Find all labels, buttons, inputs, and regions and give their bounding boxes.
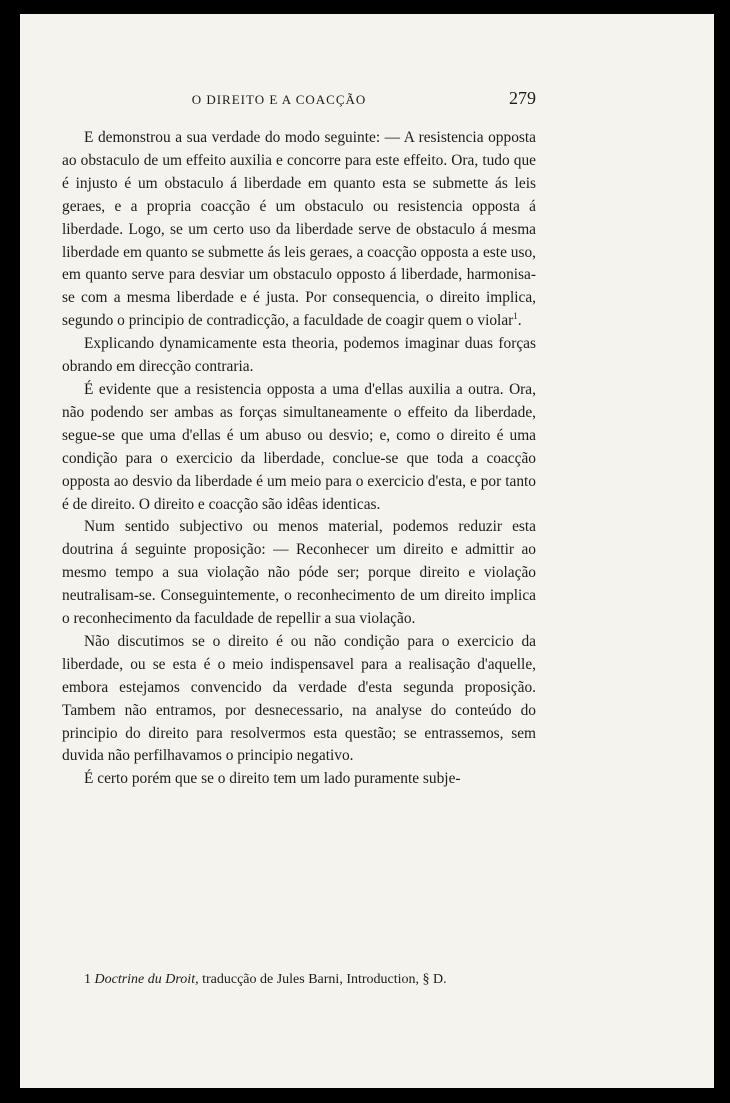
book-page [20,14,714,1088]
footnote-work-title: Doctrine du Droit, [94,972,199,987]
paragraph-end: . [517,312,522,330]
paragraph: Não discutimos se o direito é ou não condição para o exercicio da liberdade, ou se esta é o meio indispensavel para a realisação d'aquelle, embora estejamos convencido da verdade d'esta segunda proposição. Tambem não entramos, por desnecessario, na analyse do conteúdo do principio do direito para resolvermos esta questão; se entrassemos, sem duvida não perfilhavamos o principio negativo. [62,632,536,765]
paragraph: É evidente que a resistencia opposta a uma d'ellas auxilia a outra. Ora, não podendo ser ambas as forças simultaneamente o effeito da liberdade, segue-se que uma d'ellas é um abuso ou desvio; e, como o direito é uma condição para o exercicio da liberdade, conclue-se que toda a coacção opposta ao desvio da liberdade é um meio para o exercicio d'esta, e por tanto é de direito. O direito e coacção são idêas identicas. [62,380,536,513]
page-number: 279 [509,88,536,108]
paragraph [62,127,536,333]
footnote-reference: 1 [513,311,518,322]
paragraph-text: E demonstrou a sua verdade do modo seguinte: — A resistencia opposta ao obstaculo de um effeito auxilia e concorre para este effeito. Ora, tudo que é injusto é um obstaculo á liberdade em quanto esta se submette ás leis geraes, e a propria coacção é um obstaculo ou resistencia opposta á liberdade. Logo, se um certo uso da liberdade serve de obstaculo á mesma liberdade em quanto se submette ás leis geraes, a coacção opposta a este uso, em quanto serve para desviar um obstaculo opposto á liberdade, harmonisa-se com a mesma liberdade e é justa. Por consequencia, o direito implica, segundo o principio de contradicção, a faculdade de coagir quem o violar [62,129,536,330]
paragraph: Num sentido subjectivo ou menos material, podemos reduzir esta doutrina á seguinte proposição: — Reconhecer um direito e admittir ao mesmo tempo a sua violação não póde ser; porque direito e violação neutralisam-se. Conseguintemente, o reconhecimento de um direito implica o reconhecimento da faculdade de repellir a sua violação. [62,518,536,628]
main-text [62,127,536,791]
footnote-line [62,970,536,990]
paragraph: É certo porém que se o direito tem um lado puramente subje- [84,770,461,788]
footnote-text: traducção de Jules Barni, Introduction, § D. [198,972,447,987]
footnote-marker: 1 [84,972,91,987]
page-header [62,88,536,112]
running-title: O DIREITO E A COACÇÃO [191,92,367,107]
paragraph: Explicando dynamicamente esta theoria, podemos imaginar duas forças obrando em direcção contraria. [62,335,536,376]
footnote [62,970,536,990]
